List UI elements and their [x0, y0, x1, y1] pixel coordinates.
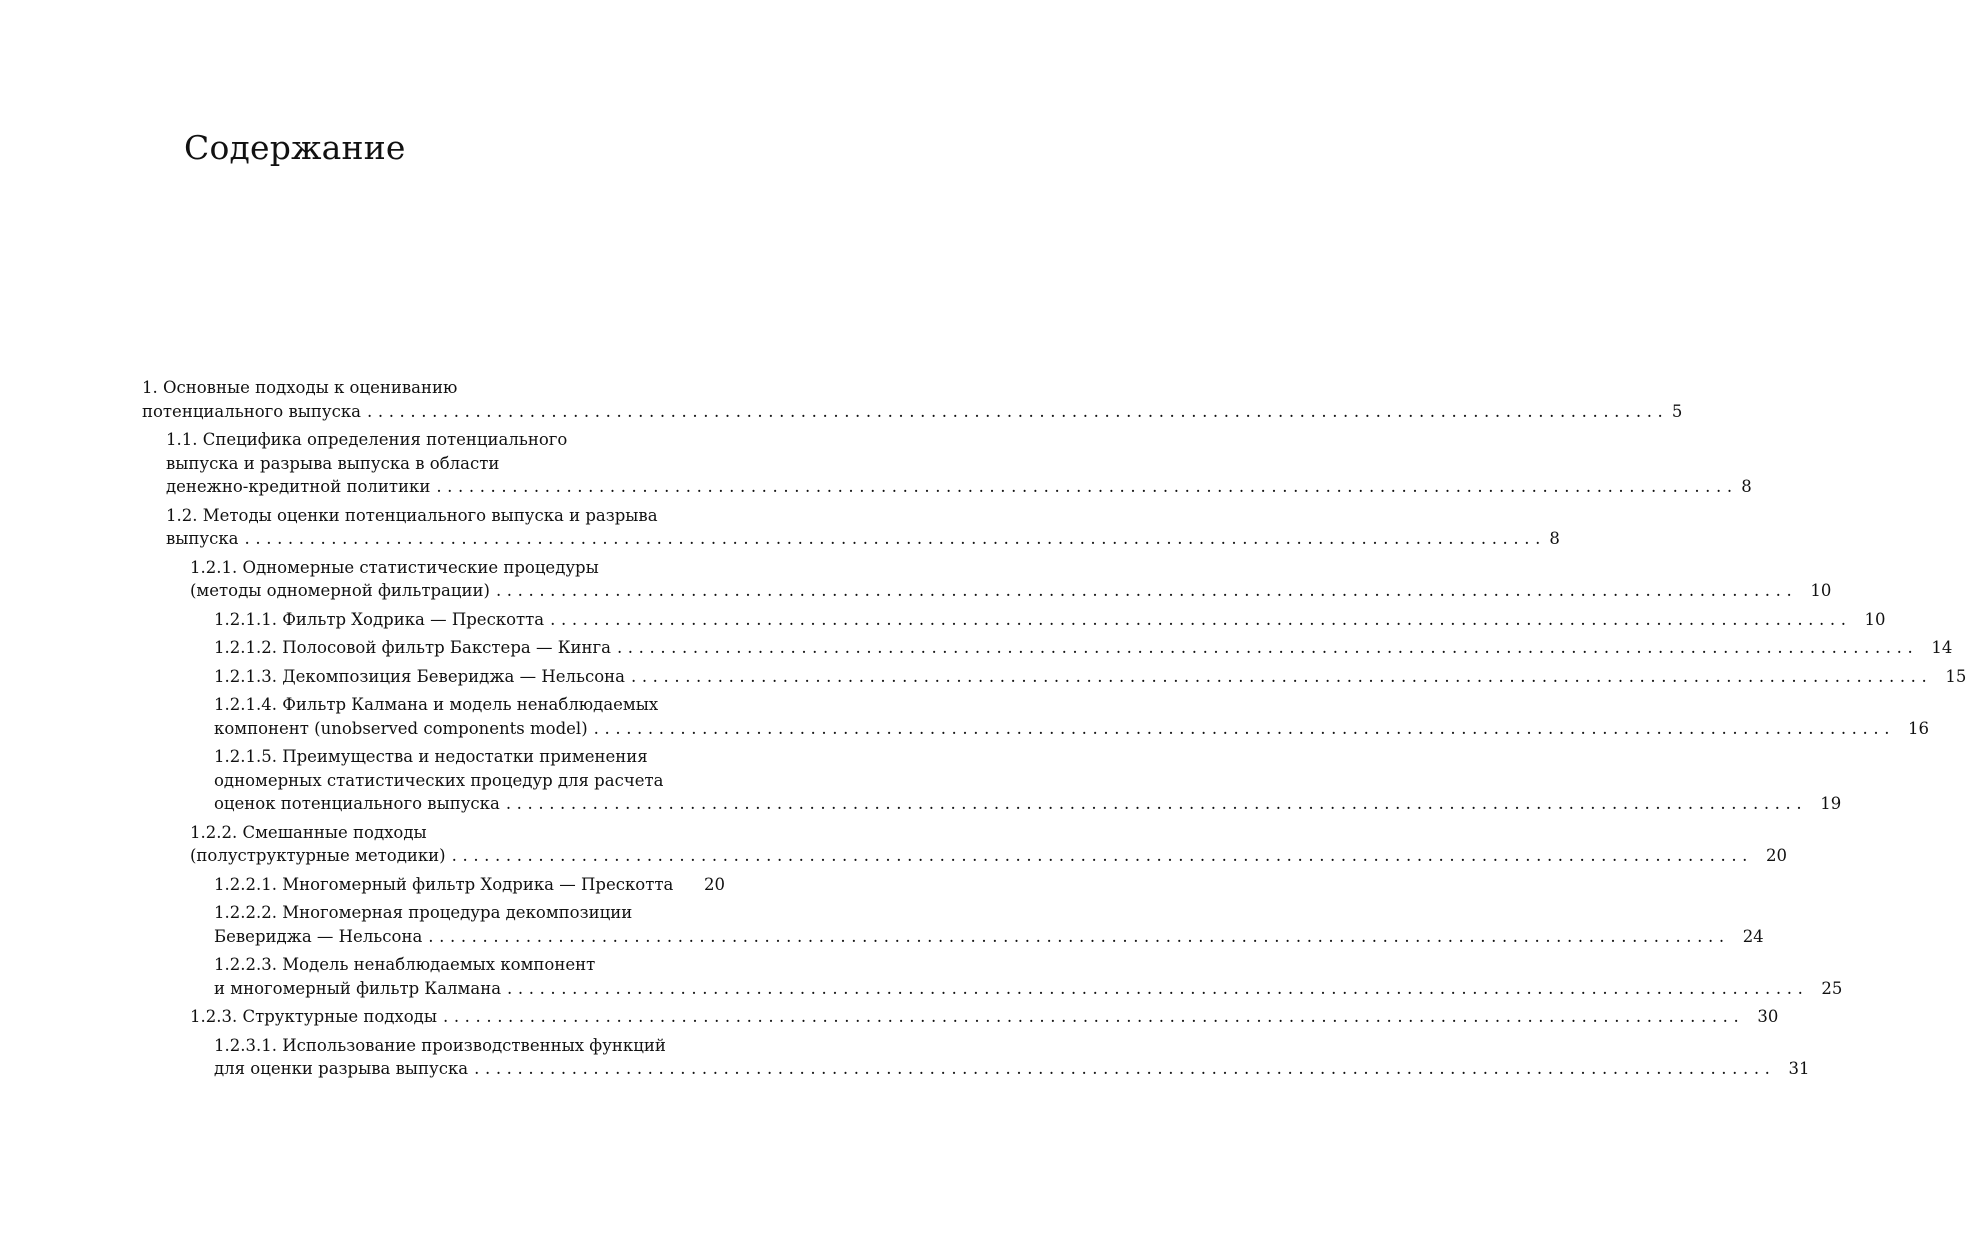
dot-leader: ........................................................................................................................: [428, 926, 1730, 946]
toc-entry-title-last-line: 1.2.1.2. Полосовой фильтр Бакстера — Кинга: [214, 638, 611, 657]
toc-entry[interactable]: [142, 693, 1930, 740]
toc-entry-title-line: 1.2. Методы оценки потенциального выпуска и разрыва: [166, 505, 658, 525]
dot-leader: ........................................................................................................................: [630, 666, 1933, 686]
toc-page-number: 16: [1908, 718, 1930, 738]
dot-leader: ........................................................................................................................: [244, 529, 1546, 548]
toc-page-number: 14: [1931, 638, 1953, 657]
toc-entry-title-last-line: для оценки разрыва выпуска: [214, 1059, 469, 1078]
dot-leader: ........................................................................................................................: [507, 978, 1809, 998]
toc-entry[interactable]: [142, 556, 1832, 603]
toc-page-number: 20: [1766, 846, 1788, 865]
toc-entry[interactable]: [142, 608, 1886, 632]
toc-entry[interactable]: [142, 953, 1843, 1000]
toc-entry-title-line: 1.2.2.3. Модель ненаблюдаемых компонент: [214, 955, 596, 974]
toc-entry-title-line: 1.2.1. Одномерные статистические процедуры: [190, 557, 599, 577]
dot-leader: ........................................................................................................................: [442, 1007, 1745, 1026]
toc-entry-title-line: 1. Основные подходы к оцениванию: [142, 378, 458, 397]
dot-leader: ........................................................................................................................: [505, 794, 1808, 813]
table-of-contents: [142, 376, 1966, 1086]
toc-entry[interactable]: [142, 428, 1752, 499]
page-title: Содержание: [184, 128, 406, 167]
toc-page-number: 30: [1757, 1007, 1779, 1026]
toc-entry[interactable]: [142, 873, 725, 897]
toc-entry[interactable]: [142, 376, 1683, 423]
toc-entry-title-last-line: и многомерный фильтр Калмана: [214, 978, 502, 998]
toc-entry[interactable]: [142, 1034, 1810, 1081]
toc-entry-title-last-line: оценок потенциального выпуска: [214, 794, 500, 813]
dot-leader: ........................................................................................................................: [495, 581, 1798, 600]
toc-entry-title-line: выпуска и разрыва выпуска в области: [166, 453, 500, 473]
toc-entry-title-last-line: (методы одномерной фильтрации): [190, 581, 490, 600]
toc-entry-title-line: 1.2.2. Смешанные подходы: [190, 822, 427, 842]
dot-leader: ........................................................................................................................: [616, 638, 1919, 657]
toc-entry[interactable]: [142, 1005, 1779, 1029]
toc-entry[interactable]: [142, 665, 1966, 689]
toc-entry[interactable]: [142, 901, 1764, 948]
toc-entry-title-last-line: компонент (unobserved components model): [214, 718, 588, 738]
toc-entry[interactable]: [142, 504, 1560, 551]
toc-entry-title-line: одномерных статистических процедур для расчета: [214, 770, 664, 790]
toc-entry-title-last-line: 1.2.1.3. Декомпозиция Бевериджа — Нельсона: [214, 666, 625, 686]
dot-leader: ........................................................................................................................: [451, 846, 1754, 865]
toc-entry-title-line: 1.2.1.4. Фильтр Калмана и модель ненаблюдаемых: [214, 695, 659, 714]
dot-leader: ........................................................................................................................: [550, 609, 1852, 629]
toc-page-number: 10: [1810, 581, 1832, 600]
toc-page-number: 8: [1741, 477, 1752, 496]
toc-page-number: 19: [1820, 794, 1842, 813]
toc-entry-title-last-line: потенциального выпуска: [142, 401, 362, 421]
toc-page-number: 5: [1671, 401, 1683, 421]
toc-entry-title-last-line: 1.2.1.1. Фильтр Ходрика — Прескотта: [214, 609, 545, 629]
toc-entry[interactable]: [142, 821, 1788, 868]
toc-entry-title-line: 1.2.3.1. Использование производственных функций: [214, 1035, 666, 1055]
toc-entry[interactable]: [142, 745, 1842, 816]
toc-entry[interactable]: [142, 636, 1953, 660]
toc-entry-title-last-line: денежно-кредитной политики: [166, 477, 431, 496]
toc-entry-title-last-line: 1.2.2.1. Многомерный фильтр Ходрика — Прескотта: [214, 874, 674, 894]
toc-entry-title-last-line: 1.2.3. Структурные подходы: [190, 1007, 437, 1026]
toc-page-number: 10: [1864, 609, 1886, 629]
toc-page-number: 20: [704, 874, 725, 894]
dot-leader: ........................................................................................................................: [436, 477, 1738, 496]
toc-entry-title-line: 1.2.1.5. Преимущества и недостатки применения: [214, 747, 648, 766]
dot-leader: ........................................................................................................................: [367, 401, 1669, 421]
toc-page-number: 24: [1742, 926, 1764, 946]
toc-entry-title-last-line: Бевериджа — Нельсона: [214, 926, 423, 946]
toc-entry-title-line: 1.1. Специфика определения потенциального: [166, 430, 568, 449]
dot-leader: ........................................................................................................................: [474, 1059, 1776, 1078]
toc-page-number: 15: [1945, 666, 1966, 686]
toc-entry-title-line: 1.2.2.2. Многомерная процедура декомпозиции: [214, 903, 633, 922]
toc-entry-title-last-line: выпуска: [166, 529, 239, 548]
toc-page-number: 8: [1549, 529, 1560, 548]
toc-page-number: 25: [1821, 978, 1843, 998]
toc-page-number: 31: [1788, 1059, 1810, 1078]
toc-entry-title-last-line: (полуструктурные методики): [190, 846, 446, 865]
dot-leader: ........................................................................................................................: [593, 718, 1896, 738]
